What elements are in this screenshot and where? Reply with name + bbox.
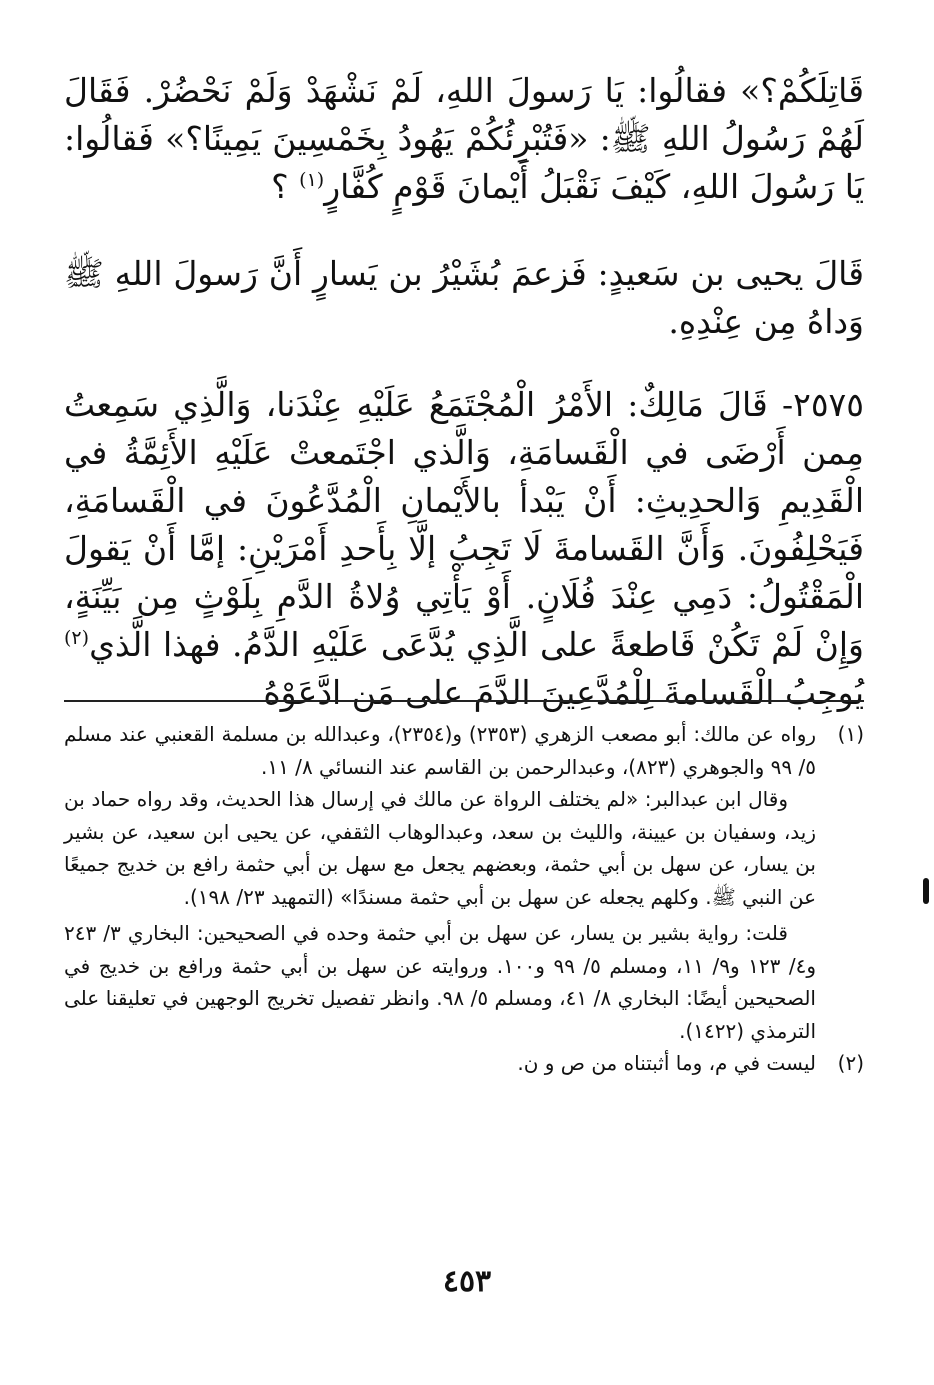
paragraph-text-end: يُوجِبُ الْقَسامةَ لِلْمُدَّعِينَ الدَّمَ على مَن ادَّعَوْهُ xyxy=(263,673,864,712)
footnote-body xyxy=(64,718,816,1047)
paragraph-text: قَالَ يحيى بن سَعيدٍ: فَزعمَ بُشَيْرُ بن يَسارٍ أَنَّ رَسولَ اللهِ ﷺ وَداهُ مِن عِنْدِهِ. xyxy=(64,254,864,341)
footnote-2 xyxy=(64,1047,864,1080)
paragraph-text: ٢٥٧٥- قَالَ مَالِكٌ: الأَمْرُ الْمُجْتَمَعُ عَلَيْهِ عِنْدَنا، وَالَّذِي سَمِعتُ مِمن أَرْضَى في الْقَسامَةِ، وَالَّذي اجْتَمعتْ عَلَيْهِ الأَئِمَّةُ في الْقَدِيمِ وَالحدِيثِ: أَنْ يَبْدأ بالأَيْمانِ الْمُدَّعُونَ في الْقَسامَةِ، فَيَحْلِفُونَ. وَأَنَّ القَسامةَ لَا تَجِبُ إلَّا بِأَحدِ أَمْرَيْنِ: إمَّا أَنْ يَقولَ الْمَقْتُولُ: دَمِي عِنْدَ فُلَانٍ. أَوْ يَأْتِي وُلاةُ الدَّمِ بِلَوْثٍ مِن بَيِّنَةٍ، وَإِنْ لَمْ تَكُنْ قَاطعةً على الَّذِي يُدَّعَى عَلَيْهِ الدَّمُ. فهذا الَّذي xyxy=(64,385,864,664)
page-number: ٤٥٣ xyxy=(442,1264,492,1299)
paragraph-hadith-continuation xyxy=(64,67,864,211)
footnotes-section xyxy=(64,718,864,1080)
paragraph-text: قَاتِلَكُمْ؟» فقالُوا: يَا رَسولَ اللهِ، لَمْ نَشْهَدْ وَلَمْ نَحْضُرْ. فَقَالَ لَهُمْ رَسُولُ اللهِ ﷺ: «فَتُبْرِئُكُمْ يَهُودُ بِخَمْسِينَ يَمِينًا؟» فَقالُوا: يَا رَسُولَ اللهِ، كَيْفَ نَقْبَلُ أَيْمانَ قَوْمٍ كُفَّارٍ xyxy=(64,71,864,206)
footnote-text: رواه عن مالك: أبو مصعب الزهري (٢٣٥٣) و(٢٣٥٤)، وعبدالله بن مسلمة القعنبي عند مسلم ٥/ ٩٩ والجوهري (٨٢٣)، وعبدالرحمن بن القاسم عند النسائي ٨/ ١١. xyxy=(64,722,817,779)
footnote-body xyxy=(64,1047,816,1080)
footnote-1 xyxy=(64,718,864,1047)
scan-edge-mark xyxy=(923,878,929,904)
footnote-text: وقال ابن عبدالبر: «لم يختلف الرواة عن مالك في إرسال هذا الحديث، وقد رواه حماد بن زيد، وسفيان بن عيينة، والليث بن سعد، وعبدالوهاب الثقفي، عن يحيى ابن سعيد، عن بشير بن يسار، عن سهل بن أبي حثمة، وبعضهم يجعل مع سهل بن أبي حثمة رافع بن خديج جميعًا عن النبي ﷺ. وكلهم يجعله عن سهل بن أبي حثمة مسندًا» (التمهيد ٢٣/ ١٩٨). xyxy=(64,787,816,909)
paragraph-text-end: ؟ xyxy=(271,167,300,206)
footnote-separator-rule xyxy=(64,700,864,702)
footnote-number: (٢) xyxy=(837,1051,864,1075)
footnote-text: قلت: رواية بشير بن يسار، عن سهل بن أبي حثمة وحده في الصحيحين: البخاري ٣/ ٢٤٣ و٤/ ١٢٣ و٩/ ١١، ومسلم ٥/ ٩٩ و١٠٠. وروايته عن سهل بن أبي حثمة ورافع بن خديج في الصحيحين أيضًا: البخاري ٨/ ٤١، ومسلم ٥/ ٩٨. وانظر تفصيل تخريج الوجهين في تعليقنا على الترمذي (١٤٢٢). xyxy=(64,921,817,1043)
paragraph-2575 xyxy=(64,381,864,717)
footnote-number: (١) xyxy=(837,722,864,746)
footnote-marker-1: (١) xyxy=(299,169,325,191)
paragraph-yahya-report xyxy=(64,250,864,346)
footnote-text: ليست في م، وما أثبتناه من ص و ن. xyxy=(517,1051,816,1075)
footnote-marker-2: (٢) xyxy=(64,627,90,649)
